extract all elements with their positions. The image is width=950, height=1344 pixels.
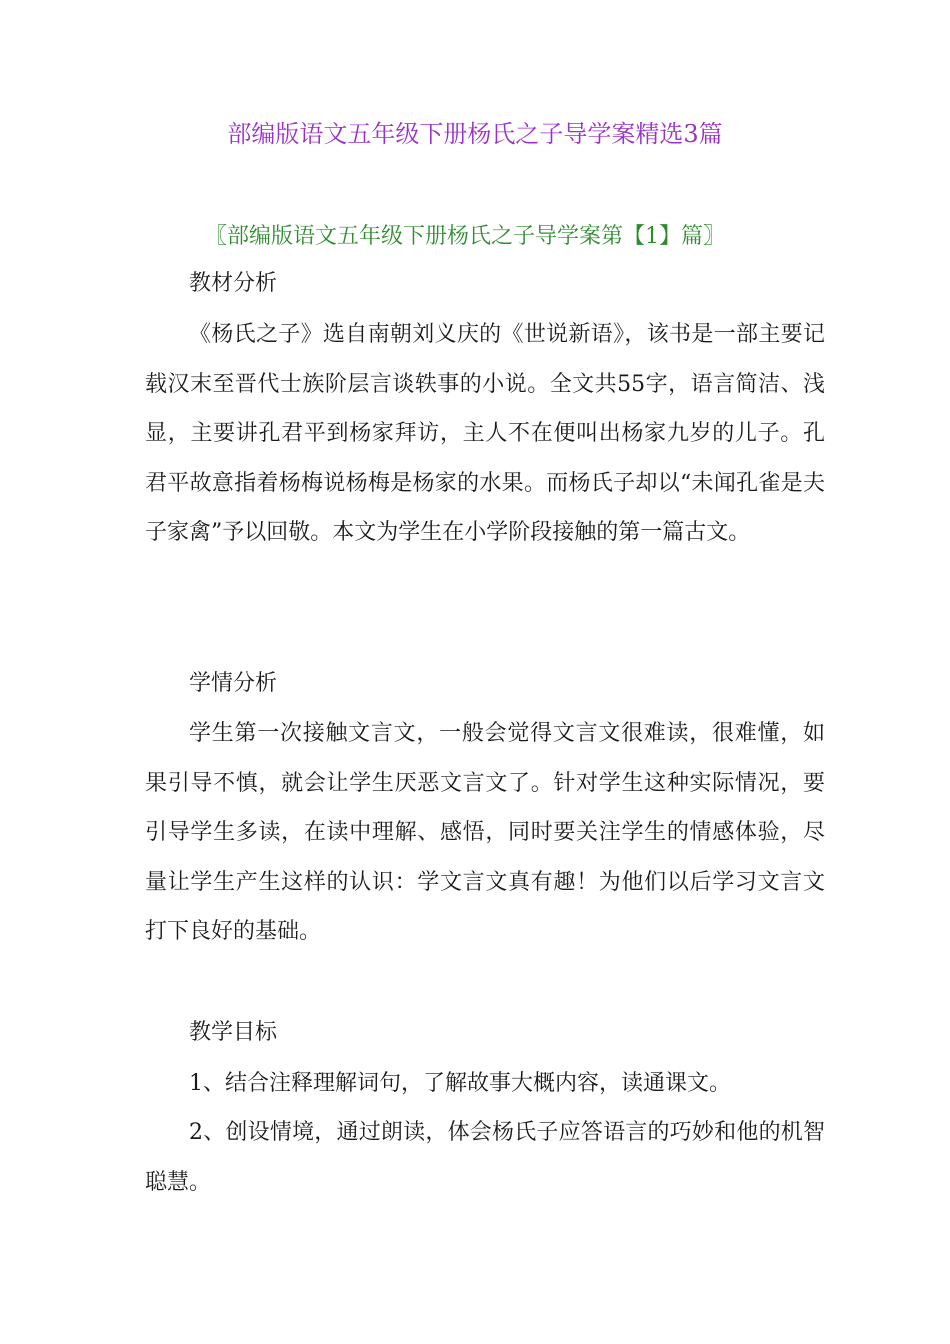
material-analysis-paragraph: 《杨氏之子》选自南朝刘义庆的《世说新语》，该书是一部主要记载汉末至晋代士族阶层言谈轶事的小说。全文共55字，语言简洁、浅显，主要讲孔君平到杨家拜访，主人不在便叫出杨家九岁的儿子。孔君平故意指着杨梅说杨梅是杨家的水果。而杨氏子却以“未闻孔雀是夫子家禽”予以回敬。本文为学生在小学阶段接触的第一篇古文。 [145, 322, 825, 546]
material-analysis-heading: 教材分析 [189, 271, 278, 296]
document-title: 部编版语文五年级下册杨氏之子导学案精选3篇 [227, 120, 723, 148]
section-heading: 〖部编版语文五年级下册杨氏之子导学案第【1】篇〗 [205, 224, 725, 249]
teaching-goal-item: 1、结合注释理解词句，了解故事大概内容，读通课文。 [189, 1071, 731, 1096]
student-analysis-heading: 学情分析 [189, 671, 278, 696]
teaching-goals-heading: 教学目标 [189, 1020, 278, 1045]
student-analysis-paragraph: 学生第一次接触文言文，一般会觉得文言文很难读，很难懂，如果引导不慎，就会让学生厌恶文言文了。针对学生这种实际情况，要引导学生多读，在读中理解、感悟，同时要关注学生的情感体验，尽量让学生产生这样的认识：学文言文真有趣！为他们以后学习文言文打下良好的基础。 [145, 721, 825, 945]
teaching-goal-item: 2、创设情境，通过朗读，体会杨氏子应答语言的巧妙和他的机智聪慧。 [145, 1120, 825, 1195]
